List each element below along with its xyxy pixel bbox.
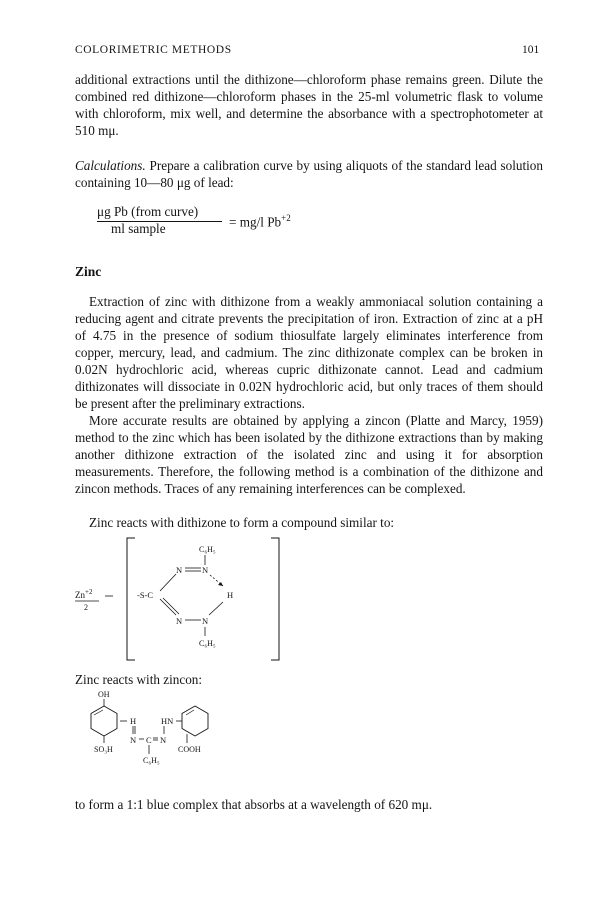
zinc-dithizonate-structure <box>75 532 295 667</box>
page-number: 101 <box>522 44 540 56</box>
calculations-heading: Calculations. <box>75 158 146 173</box>
zincon-c-label: C <box>146 735 152 745</box>
oh-label: OH <box>98 690 110 699</box>
zincon-phenyl-label: C₆H₅ <box>143 756 160 765</box>
c-top-bond <box>160 574 176 591</box>
hn-label: HN <box>161 716 174 726</box>
paragraph-extraction-continued: additional extractions until the dithizone—chloroform phase remains green. Dilute the combined red dithizone—chloroform phases in the 25-ml volumetric flask to volume with chloroform, mix well, and determine the absorbance with a spectrophotometer at 510 mμ. <box>75 72 543 138</box>
paragraph-zincon-reaction: Zinc reacts with zincon: <box>75 672 203 687</box>
running-header: COLORIMETRIC METHODS <box>75 44 232 56</box>
paragraph-zinc-extraction: Extraction of zinc with dithizone from a weakly ammoniacal solution containing a reducing agent and citrate prevents the precipitation of iron. Extraction of zinc at a pH of 4.75 in the presence of sodium thiosulfate largely eliminates interference from copper, mercury, lead, and cadmium. The zinc dithizonate complex can be broken in 0.02N hydrochloric acid, whereas cupric dithizonate cannot. Lead and cadmium dithizonates will dissociate in 0.02N hydrochloric acid, but only traces of them should be present after the preliminary extractions. <box>75 294 543 411</box>
cooh-label: COOH <box>178 745 201 754</box>
zincon-h-label: H <box>130 716 137 726</box>
formula-superscript: +2 <box>281 213 291 223</box>
bottom-phenyl-label: C₆H₅ <box>199 639 216 648</box>
lead-formula <box>97 204 357 238</box>
top-arrow-head <box>218 582 223 586</box>
zincon-n-left: N <box>130 735 137 745</box>
top-n-right: N <box>202 565 209 575</box>
right-bracket <box>271 538 279 660</box>
top-n-left: N <box>176 565 183 575</box>
formula-result <box>229 213 291 230</box>
paragraph-zincon-method: More accurate results are obtained by applying a zincon (Platte and Marcy, 1959) method to the zinc which has been isolated by the dithizone extractions than by making another dithizone extraction of the isolated zinc and using it for absorption measurements. Therefore, the following method is a combination of the dithizone and zincon methods. Traces of any remaining interferences can be complexed. <box>75 413 543 496</box>
formula-numerator: μg Pb (from curve) <box>97 204 199 219</box>
paragraph-dithizone-compound: Zinc reacts with dithizone to form a compound similar to: <box>89 515 395 530</box>
bottom-h-bond <box>209 602 223 615</box>
zn-label: $Zn^{+2}$ <box>75 588 93 600</box>
zincon-diagram <box>90 688 260 778</box>
zincon-structure <box>90 688 260 778</box>
top-phenyl-label: C₆H₅ <box>199 545 216 554</box>
zincon-n-right: N <box>160 735 167 745</box>
calculations-text: Prepare a calibration curve by using aliquots of the standard lead solution containing 10—80 μg of lead: <box>75 158 543 190</box>
left-bracket <box>127 538 135 660</box>
paragraph-blue-complex: to form a 1:1 blue complex that absorbs at a wavelength of 620 mμ. <box>75 797 433 812</box>
formula-denominator: ml sample <box>111 221 166 236</box>
formula-result-text: = mg/l Pb <box>229 214 282 230</box>
left-benzene-ring <box>91 706 117 736</box>
paragraph-calculations <box>75 157 543 191</box>
so3h-label: SO₃H <box>94 745 113 754</box>
right-benzene-ring <box>182 706 208 736</box>
c-bottom-bond-a <box>160 599 176 615</box>
bottom-n-right: N <box>202 616 209 626</box>
zn-denominator: 2 <box>84 603 88 612</box>
sulfur-carbon-label: -S-C <box>137 590 154 600</box>
section-heading-zinc: Zinc <box>75 264 102 279</box>
c-bottom-bond-b <box>163 598 179 614</box>
bottom-n-left: N <box>176 616 183 626</box>
h-label: H <box>227 590 234 600</box>
zinc-dithizonate-diagram <box>75 532 295 667</box>
